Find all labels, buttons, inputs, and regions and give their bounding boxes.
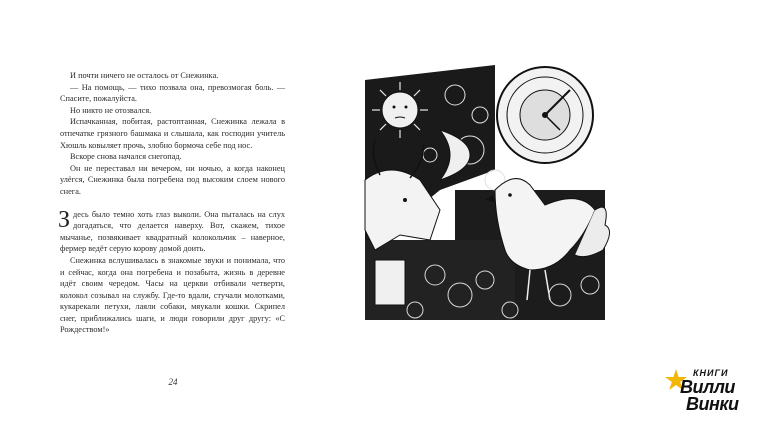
paragraph: Испачканная, побитая, растоптанная, Снежинка лежала в отпечатке грязного башмака и слышала, как господин учитель Хюшль ковыляет прочь, злобно бормоча себе под нос. bbox=[60, 117, 285, 150]
paragraph: Вскоре снова начался снегопад. bbox=[70, 152, 182, 162]
logo-line-1: Вилли bbox=[680, 377, 735, 397]
drop-cap: З bbox=[58, 206, 71, 233]
paragraph-dropcap bbox=[58, 206, 285, 255]
illustration bbox=[345, 60, 625, 330]
page-number: 24 bbox=[168, 377, 178, 387]
logo-line-2: Винки bbox=[686, 394, 739, 414]
paragraph-text: десь было темно хоть глаз выколи. Она пыталась на слух догадаться, что делается наверху. Вот, скажем, тихое мычанье, позвякивает квадратный колокольчик – наверное, фермер ведёт серую корову домой доить. bbox=[60, 209, 285, 254]
paragraph: И почти ничего не осталось от Снежинка. bbox=[70, 71, 219, 80]
clock bbox=[497, 67, 593, 163]
paragraph: Но никто не отозвался. bbox=[70, 105, 152, 115]
paragraph: Снежинка вслушивалась в знакомые звуки и понимала, что и сейчас, когда она погребена и позабыта, жизнь в деревне идёт своим чередом. Часы на церкви отбивали четверти, колокол созывал на службу. Где-то вдали, стучали молотками, кукарекали петухи, лаяли собаки, мяукали кошки. Скрипел снег, приближались шаги, и люди говорили друг другу: «С Рождеством!» bbox=[60, 255, 285, 335]
left-page-text bbox=[60, 70, 285, 336]
paragraph: — На помощь, — тихо позвала она, превозмогая боль. — Спасите, пожалуйста. bbox=[60, 82, 285, 104]
paragraph: Он не переставал ни вечером, ни ночью, а когда наконец улёгся, Снежинка была погребена под высоким слоем нового снега. bbox=[60, 163, 285, 196]
logo-small-text: КНИГИ bbox=[693, 368, 729, 378]
